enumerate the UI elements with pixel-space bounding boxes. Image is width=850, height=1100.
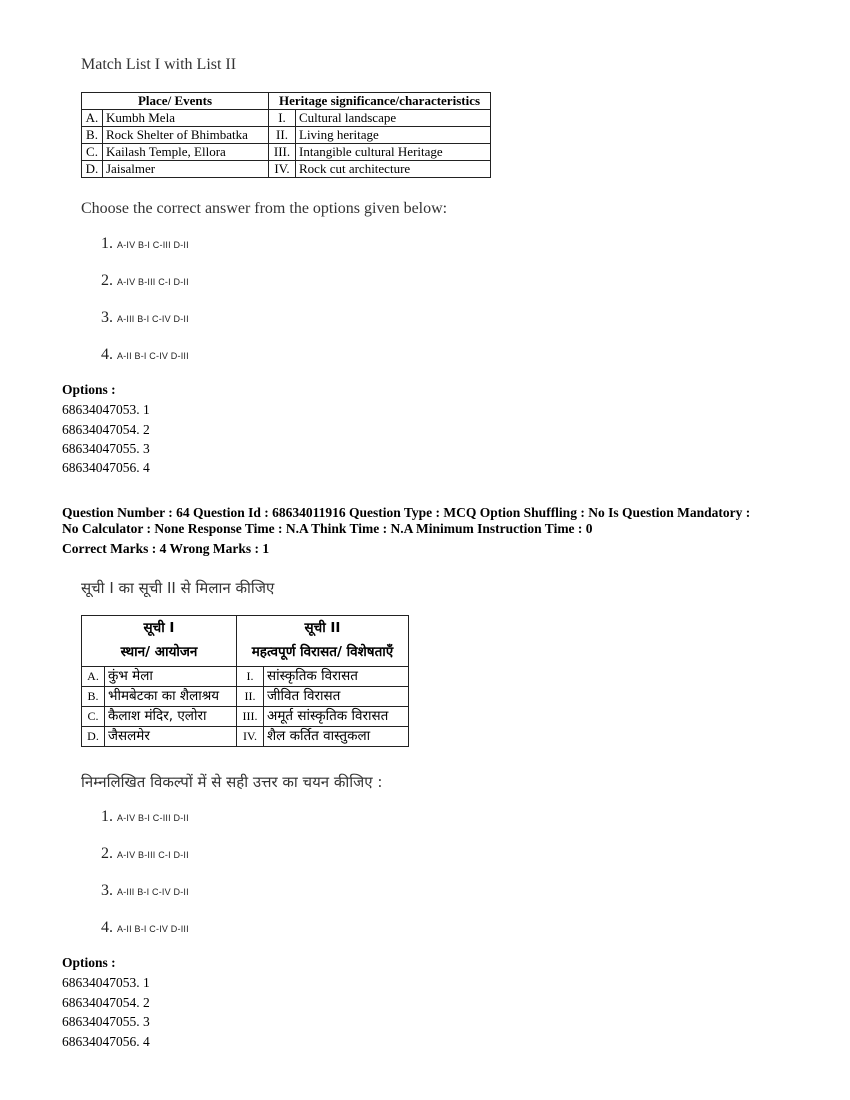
choice-text: A-II B-I C-IV D-III [117,924,189,934]
q63-option-2: 68634047054. 2 [62,422,150,437]
q63-choice-4 [101,346,189,364]
row-letter: D. [82,161,103,178]
q64-choice-3 [101,882,189,900]
choice-text: A-IV B-III C-I D-II [117,277,189,287]
row-letter: A. [82,667,105,687]
choice-number: 4. [101,919,113,936]
q63-option-3: 68634047055. 3 [62,441,150,456]
q64-choice-2 [101,845,189,863]
row-letter: B. [82,687,105,707]
col2-header: Heritage significance/characteristics [269,93,491,110]
table-row [82,144,491,161]
row-place: Jaisalmer [103,161,269,178]
choice-number: 1. [101,808,113,825]
table-row [82,727,409,747]
row-place: Rock Shelter of Bhimbatka [103,127,269,144]
row-letter: C. [82,707,105,727]
q64-marks: Correct Marks : 4 Wrong Marks : 1 [62,541,270,556]
q63-match-table [81,92,491,178]
q64-option-1: 68634047053. 1 [62,975,150,990]
table-row [82,667,409,687]
row-place: भीमबेटका का शैलाश्रय [105,687,237,707]
row-numeral: I. [237,667,264,687]
row-letter: C. [82,144,103,161]
row-letter: B. [82,127,103,144]
choice-number: 2. [101,272,113,289]
col1-header-subtitle: स्थान/ आयोजन [120,644,198,660]
choice-number: 3. [101,882,113,899]
q63-choice-1 [101,235,189,253]
row-numeral: IV. [237,727,264,747]
row-significance: Cultural landscape [296,110,491,127]
q64-meta-line-1: Question Number : 64 Question Id : 68634011916 Question Type : MCQ Option Shuffling : No Is Question Mandatory : [62,505,751,520]
q64-meta-line-2: No Calculator : None Response Time : N.A Think Time : N.A Minimum Instruction Time : 0 [62,521,593,536]
q64-option-4: 68634047056. 4 [62,1034,150,1049]
row-letter: D. [82,727,105,747]
row-significance: जीवित विरासत [264,687,409,707]
col1-header-title: सूची I [143,620,175,636]
row-place: कुंभ मेला [105,667,237,687]
row-numeral: III. [269,144,296,161]
q63-option-1: 68634047053. 1 [62,402,150,417]
choice-text: A-IV B-I C-III D-II [117,813,189,823]
row-significance: अमूर्त सांस्कृतिक विरासत [264,707,409,727]
q63-heading: Match List I with List II [81,56,237,73]
table-row [82,161,491,178]
q63-options-label: Options : [62,382,116,397]
row-numeral: II. [269,127,296,144]
table-header-row [82,93,491,110]
q64-match-table [81,615,409,747]
row-significance: Rock cut architecture [296,161,491,178]
row-place: जैसलमेर [105,727,237,747]
q64-choice-1 [101,808,189,826]
col1-header [82,616,237,667]
row-place: कैलाश मंदिर, एलोरा [105,707,237,727]
choice-number: 4. [101,346,113,363]
table-row [82,707,409,727]
q63-choice-2 [101,272,189,290]
q63-option-4: 68634047056. 4 [62,460,150,475]
col2-header-title: सूची II [304,620,341,636]
choice-number: 2. [101,845,113,862]
table-row [82,110,491,127]
col1-header: Place/ Events [82,93,269,110]
choice-text: A-III B-I C-IV D-II [117,887,189,897]
row-significance: Intangible cultural Heritage [296,144,491,161]
q64-option-2: 68634047054. 2 [62,995,150,1010]
q64-choose-instruction: निम्नलिखित विकल्पों में से सही उत्तर का चयन कीजिए : [81,773,383,791]
q63-choose-instruction: Choose the correct answer from the options given below: [81,200,448,217]
choice-number: 1. [101,235,113,252]
choice-text: A-II B-I C-IV D-III [117,351,189,361]
choice-number: 3. [101,309,113,326]
table-header-row [82,616,409,667]
row-numeral: II. [237,687,264,707]
row-significance: Living heritage [296,127,491,144]
row-significance: सांस्कृतिक विरासत [264,667,409,687]
q64-option-3: 68634047055. 3 [62,1014,150,1029]
q64-options-label: Options : [62,955,116,970]
q63-choice-3 [101,309,189,327]
row-numeral: I. [269,110,296,127]
row-numeral: III. [237,707,264,727]
row-place: Kumbh Mela [103,110,269,127]
row-significance: शैल कर्तित वास्तुकला [264,727,409,747]
table-row [82,687,409,707]
q64-choice-4 [101,919,189,937]
col2-header-subtitle: महत्वपूर्ण विरासत/ विशेषताएँ [251,644,394,660]
row-letter: A. [82,110,103,127]
row-place: Kailash Temple, Ellora [103,144,269,161]
choice-text: A-III B-I C-IV D-II [117,314,189,324]
q64-heading: सूची I का सूची II से मिलान कीजिए [81,579,275,597]
choice-text: A-IV B-I C-III D-II [117,240,189,250]
col2-header [237,616,409,667]
table-row [82,127,491,144]
choice-text: A-IV B-III C-I D-II [117,850,189,860]
row-numeral: IV. [269,161,296,178]
